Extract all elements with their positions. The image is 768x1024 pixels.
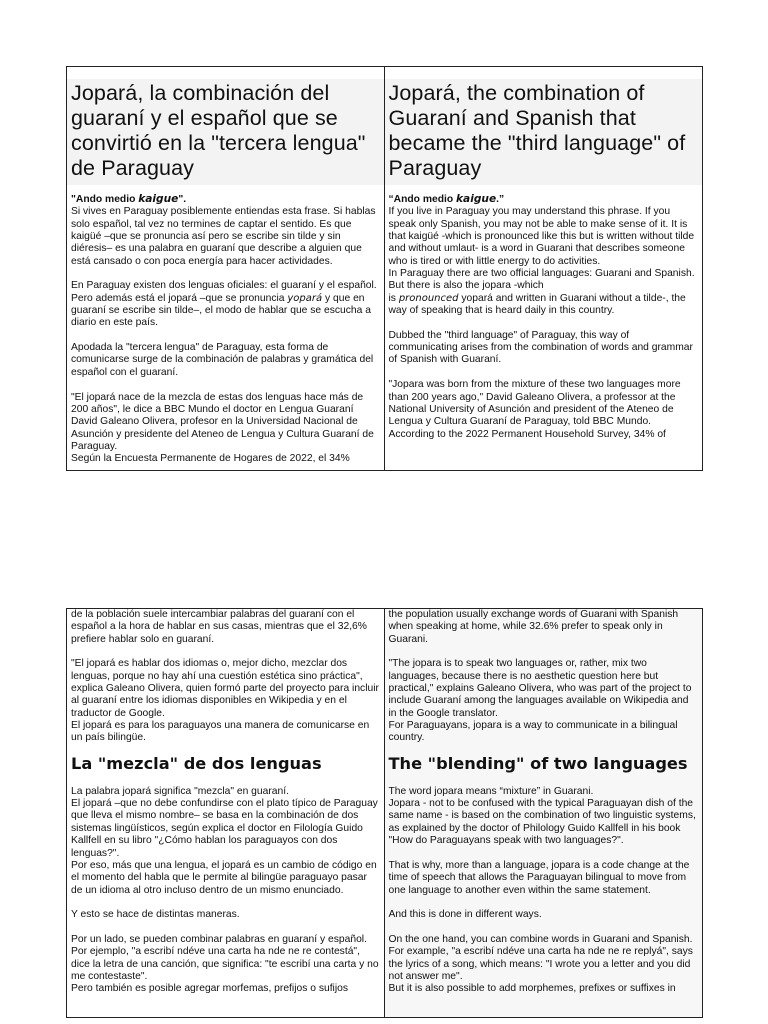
- paragraph: "Jopara was born from the mixture of these two languages more than 200 years ago," David Galeano Olivera, a professor at the National University of Asunción and president of the Ateneo de Lengua y Cultura Guaraní de Paraguay, told BBC Mundo.: [388, 379, 681, 428]
- paragraph: For Paraguayans, jopara is a way to communicate in a bilingual country.: [388, 720, 678, 744]
- paragraph: That is why, more than a language, jopara is a code change at the time of speech that allows the Paraguayan bilingual to move from one language to another even within the same statement.: [388, 859, 690, 896]
- paragraph: Pero también es posible agregar morfemas, prefijos o sufijos: [71, 983, 349, 995]
- paragraph: According to the 2022 Permanent Household Survey, 34% of: [388, 428, 666, 440]
- paragraph: Jopara - not to be confused with the typical Paraguayan dish of the same name - is based on the combination of two linguistic systems, as explained by the doctor of Philology Guido Kallfell in his book "How do Paraguayans speak with two languages?".: [388, 798, 696, 847]
- paragraph: is pronounced yopará and written in Guarani without a tilde-, the way of speaking that is heard daily in this country.: [388, 292, 686, 317]
- english-column: [385, 67, 703, 470]
- paragraph: The word jopara means “mixture” in Guarani.: [388, 785, 594, 797]
- paragraph: Y esto se hace de distintas maneras.: [71, 909, 240, 921]
- paragraph: Apodada la "tercera lengua" de Paraguay, esta forma de comunicarse surge de la combinación de palabras y gramática del español con el guaraní.: [71, 342, 374, 378]
- english-column: [385, 609, 703, 1017]
- paragraph: Por eso, más que una lengua, el jopará es un cambio de código en el momento del habla que le permite al bilingüe paraguayo pasar de un idioma al otro incluso dentro de un mismo enunciado.: [71, 859, 377, 896]
- section-heading: La "mezcla" de dos lenguas: [71, 753, 322, 773]
- english-title: Jopará, the combination of Guaraní and Spanish that became the "third language" of Paraguay: [385, 79, 703, 185]
- paragraph: "El jopará es hablar dos idiomas o, mejor dicho, mezclar dos lenguas, porque no hay ahí una cuestión estética sino práctica", explica Galeano Olivera, quien formó parte del proyecto para incluir al guaraní entre los idiomas disponibles en Wikipedia y en el traductor de Google.: [71, 658, 379, 719]
- spanish-column: [67, 67, 385, 470]
- paragraph: If you live in Paraguay you may understand this phrase. If you speak only Spanish, you may not be able to make sense of it. It is that kaigüé -which is pronounced like this but is written without tilde and without umlaut- is a word in Guarani that describes someone who is tired or with little energy to do activities.: [388, 206, 695, 267]
- spanish-body: [67, 185, 384, 466]
- paragraph: And this is done in different ways.: [388, 909, 542, 921]
- paragraph: the population usually exchange words of Guarani with Spanish when speaking at home, while 32.6% prefer to speak only in Guarani.: [388, 609, 679, 645]
- english-lead: “Ando medio kaigue.”: [388, 193, 505, 205]
- paragraph: En Paraguay existen dos lenguas oficiales: el guaraní y el español. Pero además está el jopará –que se pronuncia yopará y que en guaraní se escribe sin tilde–, el modo de hablar que se escucha a diario en este país.: [71, 280, 377, 329]
- paragraph: El jopará –que no debe confundirse con el plato típico de Paraguay que lleva el mismo nombre– se basa en la combinación de dos sistemas lingüísticos, según explica el doctor en Filología Guido Kallfell en su libro "¿Cómo hablan los paraguayos con dos lenguas?".: [71, 798, 378, 859]
- spanish-body: [67, 609, 384, 996]
- english-body: [385, 609, 703, 996]
- page2-table: [66, 608, 703, 1018]
- paragraph: But it is also possible to add morphemes, prefixes or suffixes in: [388, 983, 676, 995]
- page1-table: [66, 66, 703, 471]
- spanish-lead: "Ando medio kaigue".: [71, 193, 187, 205]
- spanish-title: Jopará, la combinación del guaraní y el español que se convirtió en la "tercera lengua" de Paraguay: [67, 79, 384, 185]
- paragraph: Si vives en Paraguay posiblemente entiendas esta frase. Si hablas solo español, tal vez no termines de captar el sentido. Es que kaigüé –que se pronuncia así pero se escribe sin tilde y sin diéresis– es una palabra en guaraní que describe a alguien que está cansado o con poca energía para hacer actividades.: [71, 206, 376, 267]
- paragraph: On the one hand, you can combine words in Guarani and Spanish. For example, "a escribí ndéve una carta ha nde ne re replyá", says the lyrics of a song, which means: "I wrote you a letter and you did not answer me".: [388, 933, 693, 982]
- section-heading: The "blending" of two languages: [388, 753, 688, 773]
- paragraph: Según la Encuesta Permanente de Hogares de 2022, el 34%: [71, 453, 350, 465]
- paragraph: "El jopará nace de la mezcla de estas dos lenguas hace más de 200 años", le dice a BBC Mundo el doctor en Lengua Guaraní David Galeano Olivera, profesor en la Universidad Nacional de Asunción y presidente del Ateneo de Lengua y Cultura Guaraní de Paraguay.: [71, 391, 374, 452]
- paragraph: La palabra jopará significa "mezcla" en guaraní.: [71, 785, 289, 797]
- english-body: [385, 185, 703, 441]
- paragraph: de la población suele intercambiar palabras del guaraní con el español a la hora de hablar en sus casas, mientras que el 32,6% prefiere hablar solo en guaraní.: [71, 609, 367, 645]
- paragraph: "The jopara is to speak two languages or, rather, mix two languages, because there is no aesthetic question here but practical," explains Galeano Olivera, who was part of the project to include Guaraní among the languages available on Wikipedia and in the Google translator.: [388, 658, 692, 719]
- spanish-column: [67, 609, 385, 1017]
- paragraph: El jopará es para los paraguayos una manera de comunicarse en un país bilingüe.: [71, 720, 370, 744]
- paragraph: Por un lado, se pueden combinar palabras en guaraní y español. Por ejemplo, "a escribí ndéve una carta ha nde ne re contestá", dice la letra de una canción, que significa: "te escribí una carta y no me contestaste".: [71, 933, 379, 982]
- paragraph: Dubbed the "third language" of Paraguay, this way of communicating arises from the combination of words and grammar of Spanish with Guaraní.: [388, 329, 693, 366]
- paragraph: In Paraguay there are two official languages: Guarani and Spanish. But there is also the jopara -which: [388, 268, 695, 292]
